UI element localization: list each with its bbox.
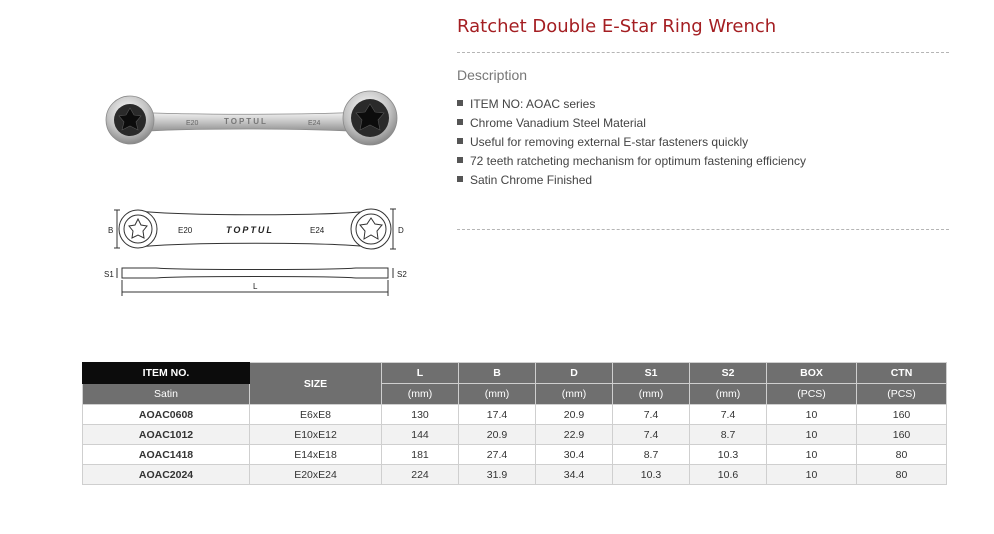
cell-box: 10 — [767, 405, 857, 425]
square-bullet-icon — [457, 100, 463, 106]
cell-ctn: 160 — [857, 425, 947, 445]
cell-l: 144 — [382, 425, 459, 445]
cell-s1: 8.7 — [613, 445, 690, 465]
feature-text: 72 teeth ratcheting mechanism for optimum fastening efficiency — [470, 154, 806, 168]
square-bullet-icon — [457, 138, 463, 144]
cell-s2: 10.3 — [690, 445, 767, 465]
cell-d: 34.4 — [536, 465, 613, 485]
product-photo — [100, 88, 400, 154]
unit-ctn: (PCS) — [857, 384, 947, 405]
header-finish: Satin — [83, 384, 250, 405]
table-row — [83, 405, 947, 425]
unit-box: (PCS) — [767, 384, 857, 405]
unit-s2: (mm) — [690, 384, 767, 405]
cell-b: 17.4 — [459, 405, 536, 425]
cell-d: 20.9 — [536, 405, 613, 425]
description-heading: Description — [457, 67, 528, 83]
divider-bottom — [457, 229, 949, 230]
cell-size: E10xE12 — [250, 425, 382, 445]
cell-s1: 7.4 — [613, 425, 690, 445]
cell-b: 20.9 — [459, 425, 536, 445]
header-box: BOX — [767, 363, 857, 384]
cell-item-no: AOAC0608 — [83, 405, 250, 425]
unit-b: (mm) — [459, 384, 536, 405]
drawing-left-size: E20 — [178, 226, 193, 235]
header-d: D — [536, 363, 613, 384]
cell-size: E20xE24 — [250, 465, 382, 485]
header-b: B — [459, 363, 536, 384]
cell-box: 10 — [767, 445, 857, 465]
feature-text: Useful for removing external E-star fasteners quickly — [470, 135, 749, 149]
feature-item — [457, 96, 806, 115]
photo-right-size: E24 — [308, 120, 321, 127]
spec-table — [82, 362, 947, 485]
table-row — [83, 445, 947, 465]
square-bullet-icon — [457, 157, 463, 163]
cell-b: 31.9 — [459, 465, 536, 485]
cell-box: 10 — [767, 425, 857, 445]
cell-box: 10 — [767, 465, 857, 485]
cell-size: E14xE18 — [250, 445, 382, 465]
cell-s1: 7.4 — [613, 405, 690, 425]
header-s2: S2 — [690, 363, 767, 384]
dim-l-label: L — [253, 282, 258, 291]
square-bullet-icon — [457, 176, 463, 182]
cell-item-no: AOAC1012 — [83, 425, 250, 445]
table-row — [83, 465, 947, 485]
header-ctn: CTN — [857, 363, 947, 384]
table-row — [83, 425, 947, 445]
cell-s2: 10.6 — [690, 465, 767, 485]
feature-item — [457, 172, 806, 191]
cell-s1: 10.3 — [613, 465, 690, 485]
cell-s2: 8.7 — [690, 425, 767, 445]
feature-text: Chrome Vanadium Steel Material — [470, 116, 646, 130]
unit-l: (mm) — [382, 384, 459, 405]
dim-s1-label: S1 — [104, 270, 114, 279]
cell-ctn: 160 — [857, 405, 947, 425]
divider-top — [457, 52, 949, 53]
dim-s2-label: S2 — [397, 270, 407, 279]
cell-item-no: AOAC2024 — [83, 465, 250, 485]
photo-brand: TOPTUL — [224, 117, 268, 126]
feature-item — [457, 153, 806, 172]
feature-item — [457, 134, 806, 153]
square-bullet-icon — [457, 119, 463, 125]
dim-b-label: B — [108, 226, 114, 235]
cell-ctn: 80 — [857, 445, 947, 465]
cell-ctn: 80 — [857, 465, 947, 485]
technical-drawing — [96, 200, 416, 300]
feature-text: Satin Chrome Finished — [470, 173, 593, 187]
drawing-brand: TOPTUL — [226, 225, 274, 235]
feature-list — [457, 96, 806, 191]
dim-d-label: D — [398, 226, 404, 235]
cell-size: E6xE8 — [250, 405, 382, 425]
photo-left-size: E20 — [186, 120, 199, 127]
feature-item — [457, 115, 806, 134]
header-item-no: ITEM NO. — [83, 363, 250, 384]
cell-item-no: AOAC1418 — [83, 445, 250, 465]
feature-text: ITEM NO: AOAC series — [470, 97, 596, 111]
cell-b: 27.4 — [459, 445, 536, 465]
unit-s1: (mm) — [613, 384, 690, 405]
cell-l: 181 — [382, 445, 459, 465]
cell-s2: 7.4 — [690, 405, 767, 425]
product-title: Ratchet Double E-Star Ring Wrench — [457, 16, 777, 37]
header-l: L — [382, 363, 459, 384]
header-s1: S1 — [613, 363, 690, 384]
cell-d: 22.9 — [536, 425, 613, 445]
cell-l: 130 — [382, 405, 459, 425]
drawing-right-size: E24 — [310, 226, 325, 235]
unit-d: (mm) — [536, 384, 613, 405]
cell-d: 30.4 — [536, 445, 613, 465]
cell-l: 224 — [382, 465, 459, 485]
header-size: SIZE — [250, 363, 382, 405]
